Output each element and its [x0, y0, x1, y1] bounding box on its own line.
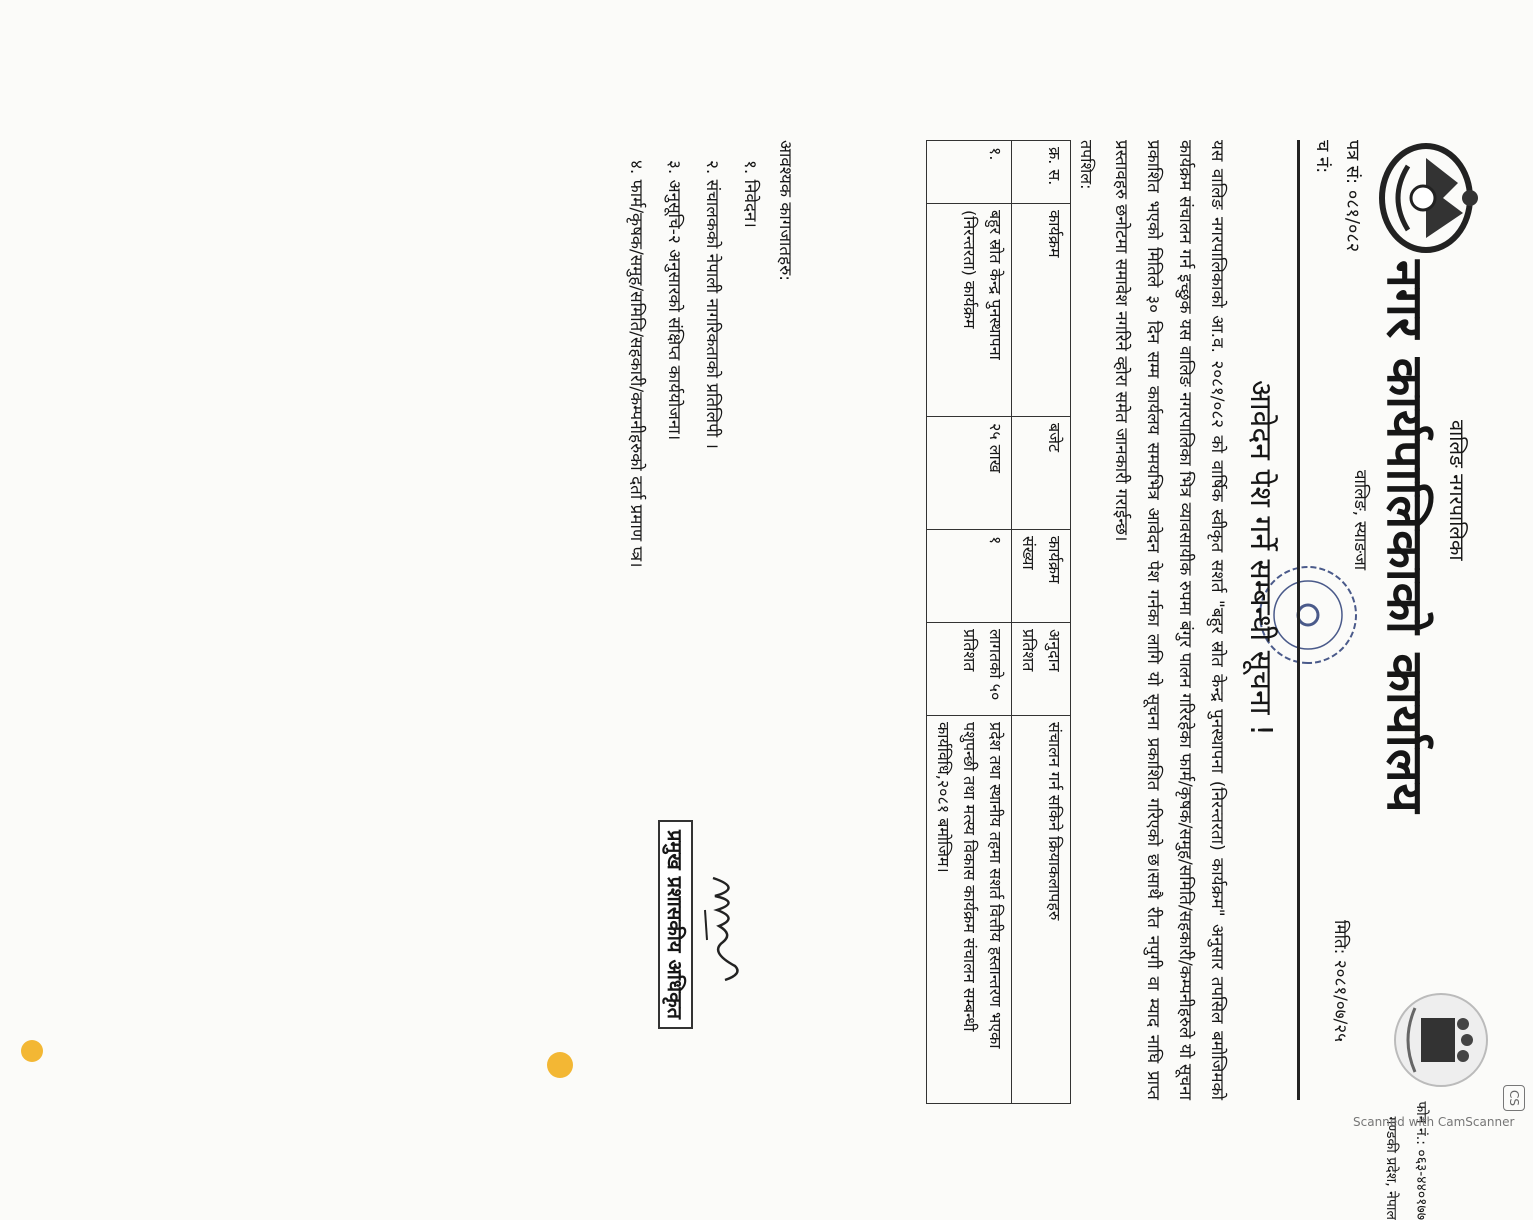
table-cell: बहुर स्रोत केन्द्र पुनस्थापना (निरन्तरता) कार्यक्रम — [927, 204, 1012, 417]
binder-dot — [21, 1040, 43, 1062]
office-title: नगर कार्यपालिकाको कार्यालय — [1376, 260, 1434, 814]
required-documents-title: आवश्यक कागजातहरु: — [775, 140, 795, 282]
binder-dot — [547, 1052, 573, 1078]
document-page: वालिङ नगरपालिका नगर कार्यपालिकाको कार्यालय वालिङ, स्याङजा फोन नं.: ०६३-४४०१७७ गण्डकी प्रदेश, नेपाल पत्र सं: ०८१/०८२ च नं: मिति: २०८१/०७/२५ आवेदन पेश गर्ने सम्बन्धी सूचना ! यस वालिङ नगरपालिकाको आ.व. २०८१/०८२ को वार्षिक स्वीकृत सशर्त "बहुर स्रोत केन्द्र पुनस्थापना (निरन्तरता) कार्यक्रम" अनुसार तपसिल बमोजिमको कार्यक्रम संचालन गर्न इच्छुक यस वालिङ नगरपालिका भित्र व्यावसायीक रुपमा बंगुर पालन गरिरहेका फार्म/कृषक/समुह/समिति/सहकारी/कम्पनीहरुले यो सूचना प्रकाशित भएको मितिले ३० दिन सम्म कार्यलय समयभित्र आवेदन पेश गर्नका लागि यो सूचना प्रकाशित गरिएको छ।साथै रीत नपुगी वा म्याद नाघि प्राप्त प्रस्तावहरु छनोटमा समावेश नगरिने व्होरा समेत जानकारी गराईन्छ। तपशिल: क्र. स. कार्यक्रम बजेट कार्यक्रम संख्या अनुदान प्रतिशत संचालन गर्न सकिने क्रियाकलापहरु १. बहुर स्रोत केन्द्र पुनस्थापना (निरन्तरता) कार्यक्रम २५ लाख १ लागतको ५० प्रतिशत प्रदेश तथा स्थानीय तहमा सशर्त वित्तीय हस्तान्तरण भएका पशुपन्छी तथा मत्स्य विकास कार्यक्रम संचालन सम्बन्धी कार्यविधि,२०८१ बमोजिम। आवश्यक कागजातहरु: १. निवेदन। २. संचालकको नेपाली नागरिकताको प्रतिलिपी । ३. अनुसूचि-२ अनुसारको संक्षिप्त कार्ययोजना। ४. फार्म/कृषक/समुह/समिति/सहकारी/कम्पनीहरुको दर्ता प्रमाण प्त्र। प्रमुख प्रशासकीय अधिकृत CS Scanned with CamScanner — [0, 0, 1533, 1107]
signatory-title: प्रमुख प्रशासकीय अधिकृत — [658, 820, 693, 1029]
municipality-logo-icon — [1388, 990, 1493, 1090]
municipality-name: वालिङ नगरपालिका — [1445, 420, 1469, 561]
table-header-cell: बजेट — [1012, 417, 1071, 530]
issue-date: मिति: २०८१/०७/२५ — [1330, 920, 1350, 1042]
document-item: २. संचालकको नेपाली नागरिकताको प्रतिलिपी । — [702, 160, 722, 449]
header-divider — [1297, 140, 1300, 1100]
table-header-cell: अनुदान प्रतिशत — [1012, 623, 1071, 716]
table-cell: लागतको ५० प्रतिशत — [927, 623, 1012, 716]
table-row — [927, 141, 1012, 1104]
table-header-cell: क्र. स. — [1012, 141, 1071, 204]
details-label: तपशिल: — [1077, 140, 1096, 190]
document-item: ४. फार्म/कृषक/समुह/समिति/सहकारी/कम्पनीहरुको दर्ता प्रमाण प्त्र। — [626, 160, 646, 568]
table-cell: १. — [927, 141, 1012, 204]
program-table — [926, 140, 1071, 1104]
table-header-cell: संचालन गर्न सकिने क्रियाकलापहरु — [1012, 716, 1071, 1104]
table-cell: २५ लाख — [927, 417, 1012, 530]
table-header-cell: कार्यक्रम — [1012, 204, 1071, 417]
government-emblem-icon — [1373, 138, 1488, 258]
reference-number: पत्र सं: ०८१/०८२ — [1342, 140, 1363, 253]
table-cell: प्रदेश तथा स्थानीय तहमा सशर्त वित्तीय हस्तान्तरण भएका पशुपन्छी तथा मत्स्य विकास कार्यक्रम संचालन सम्बन्धी कार्यविधि,२०८१ बमोजिम। — [927, 716, 1012, 1104]
table-header-row — [1012, 141, 1071, 1104]
signature-icon — [693, 870, 753, 990]
notice-title: आवेदन पेश गर्ने सम्बन्धी सूचना ! — [1243, 380, 1278, 737]
table-header-cell: कार्यक्रम संख्या — [1012, 530, 1071, 623]
office-location: वालिङ, स्याङजा — [1350, 470, 1370, 571]
camscanner-logo-icon: CS — [1503, 1085, 1525, 1111]
notice-body: यस वालिङ नगरपालिकाको आ.व. २०८१/०८२ को वार्षिक स्वीकृत सशर्त "बहुर स्रोत केन्द्र पुनस्थापना (निरन्तरता) कार्यक्रम" अनुसार तपसिल बमोजिमको कार्यक्रम संचालन गर्न इच्छुक यस वालिङ नगरपालिका भित्र व्यावसायीक रुपमा बंगुर पालन गरिरहेका फार्म/कृषक/समुह/समिति/सहकारी/कम्पनीहरुले यो सूचना प्रकाशित भएको मितिले ३० दिन सम्म कार्यलय समयभित्र आवेदन पेश गर्नका लागि यो सूचना प्रकाशित गरिएको छ।साथै रीत नपुगी वा म्याद नाघि प्राप्त प्रस्तावहरु छनोटमा समावेश नगरिने व्होरा समेत जानकारी गराईन्छ। — [1111, 140, 1227, 1100]
dispatch-number: च नं: — [1312, 140, 1333, 174]
table-cell: १ — [927, 530, 1012, 623]
document-item: ३. अनुसूचि-२ अनुसारको संक्षिप्त कार्ययोजना। — [664, 160, 684, 441]
document-item: १. निवेदन। — [740, 160, 760, 228]
